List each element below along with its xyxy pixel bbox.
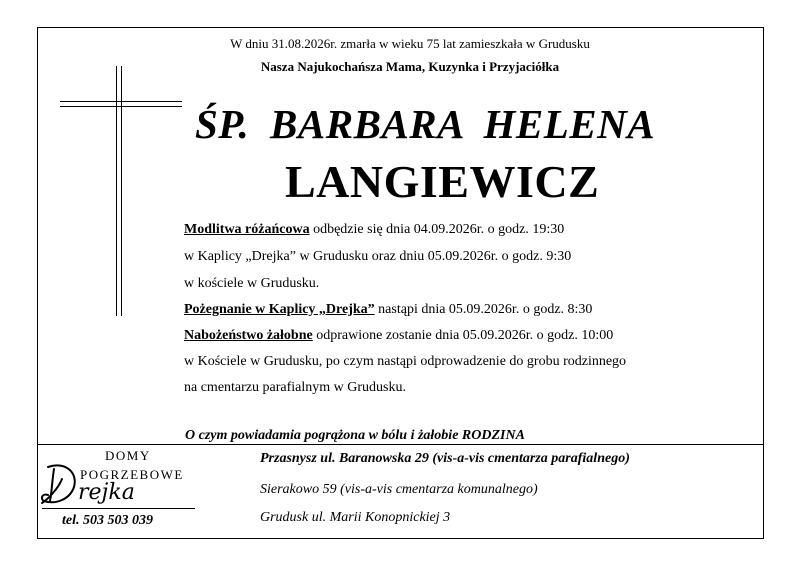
detail-line: Pożegnanie w Kaplicy „Drejka” nastąpi dnia 05.09.2026r. o godz. 8:30 bbox=[184, 302, 593, 317]
closing-note: O czym powiadamia pogrążona w bólu i żałobie RODZINA bbox=[185, 428, 525, 443]
intro-line-1: W dniu 31.08.2026r. zmarła w wieku 75 lat zamieszkała w Grudusku bbox=[230, 36, 590, 51]
detail-line: w Kaplicy „Drejka” w Grudusku oraz dniu 05.09.2026r. o godz. 9:30 bbox=[184, 249, 572, 264]
logo-d-monogram-icon bbox=[38, 459, 80, 507]
cross-icon-bar bbox=[60, 101, 182, 107]
footer-divider bbox=[37, 444, 764, 445]
logo-script-name: rejka bbox=[78, 480, 135, 505]
funeral-home-phone: tel. 503 503 039 bbox=[62, 513, 153, 528]
logo-underline bbox=[42, 508, 195, 509]
deceased-first-names: ŚP. BARBARA HELENA bbox=[195, 101, 656, 147]
detail-line: na cmentarzu parafialnym w Grudusku. bbox=[184, 380, 406, 395]
deceased-surname: LANGIEWICZ bbox=[285, 156, 600, 207]
address-line: Sierakowo 59 (vis-a-vis cmentarza komunalnego) bbox=[260, 482, 538, 497]
detail-line: Nabożeństwo żałobne odprawione zostanie dnia 05.09.2026r. o godz. 10:00 bbox=[184, 328, 614, 343]
detail-line: w Kościele w Grudusku, po czym nastąpi odprowadzenie do grobu rodzinnego bbox=[184, 354, 627, 369]
address-line: Grudusk ul. Marii Konopnickiej 3 bbox=[260, 510, 451, 525]
detail-line: Modlitwa różańcowa odbędzie się dnia 04.09.2026r. o godz. 19:30 bbox=[184, 222, 565, 237]
logo-text-pogrzebowe: POGRZEBOWE bbox=[80, 467, 184, 482]
logo-text-domy: DOMY bbox=[105, 448, 151, 463]
intro-line-2: Nasza Najukochańsza Mama, Kuzynka i Przyjaciółka bbox=[260, 59, 560, 74]
address-line: Przasnysz ul. Baranowska 29 (vis-a-vis cmentarza parafialnego) bbox=[260, 451, 630, 466]
detail-line: w kościele w Grudusku. bbox=[184, 276, 320, 291]
